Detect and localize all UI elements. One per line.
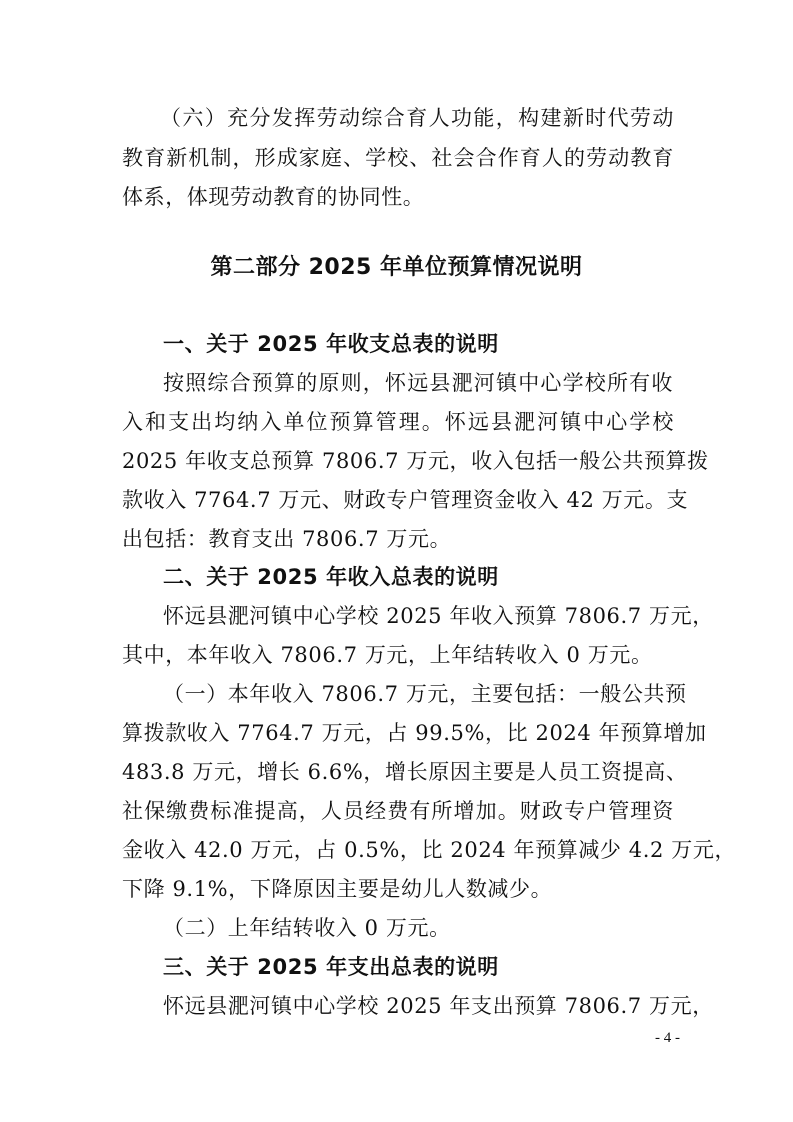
part-title: 第二部分 2025 年单位预算情况说明 [210,255,583,280]
section1-line-3: 2025 年收支总预算 7806.7 万元，收入包括一般公共预算拨 [122,449,709,473]
page-number: - 4 - [655,1030,680,1046]
section1-line-1: 按照综合预算的原则，怀远县淝河镇中心学校所有收 [163,371,673,395]
section2-line-5: 483.8 万元，增长 6.6%，增长原因主要是人员工资提高、 [122,760,688,784]
section2-line-9: （二）上年结转收入 0 万元。 [163,916,451,940]
section1-heading: 一、关于 2025 年收支总表的说明 [163,332,499,356]
section2-heading: 二、关于 2025 年收入总表的说明 [163,565,499,589]
intro-line-3: 体系，体现劳动教育的协同性。 [122,185,425,209]
section2-line-6: 社保缴费标准提高，人员经费有所增加。财政专户管理资 [122,799,674,823]
section1-line-2: 入和支出均纳入单位预算管理。怀远县淝河镇中心学校 [122,410,674,434]
section2-line-1: 怀远县淝河镇中心学校 2025 年收入预算 7806.7 万元， [163,604,714,628]
section2-line-3: （一）本年收入 7806.7 万元，主要包括：一般公共预 [163,682,687,706]
section1-line-4: 款收入 7764.7 万元、财政专户管理资金收入 42 万元。支 [122,488,689,512]
intro-line-1: （六）充分发挥劳动综合育人功能，构建新时代劳动 [160,106,674,130]
section3-line-1: 怀远县淝河镇中心学校 2025 年支出预算 7806.7 万元， [163,994,714,1018]
section2-line-7: 金收入 42.0 万元，占 0.5%，比 2024 年预算减少 4.2 万元， [122,838,737,862]
intro-line-2: 教育新机制，形成家庭、学校、社会合作育人的劳动教育 [122,146,674,170]
section1-line-5: 出包括：教育支出 7806.7 万元。 [122,527,452,551]
section2-line-4: 算拨款收入 7764.7 万元，占 99.5%，比 2024 年预算增加 [122,721,707,745]
section2-line-8: 下降 9.1%，下降原因主要是幼儿人数减少。 [122,877,553,901]
section3-heading: 三、关于 2025 年支出总表的说明 [163,955,499,979]
section2-line-2: 其中，本年收入 7806.7 万元，上年结转收入 0 万元。 [122,643,653,667]
